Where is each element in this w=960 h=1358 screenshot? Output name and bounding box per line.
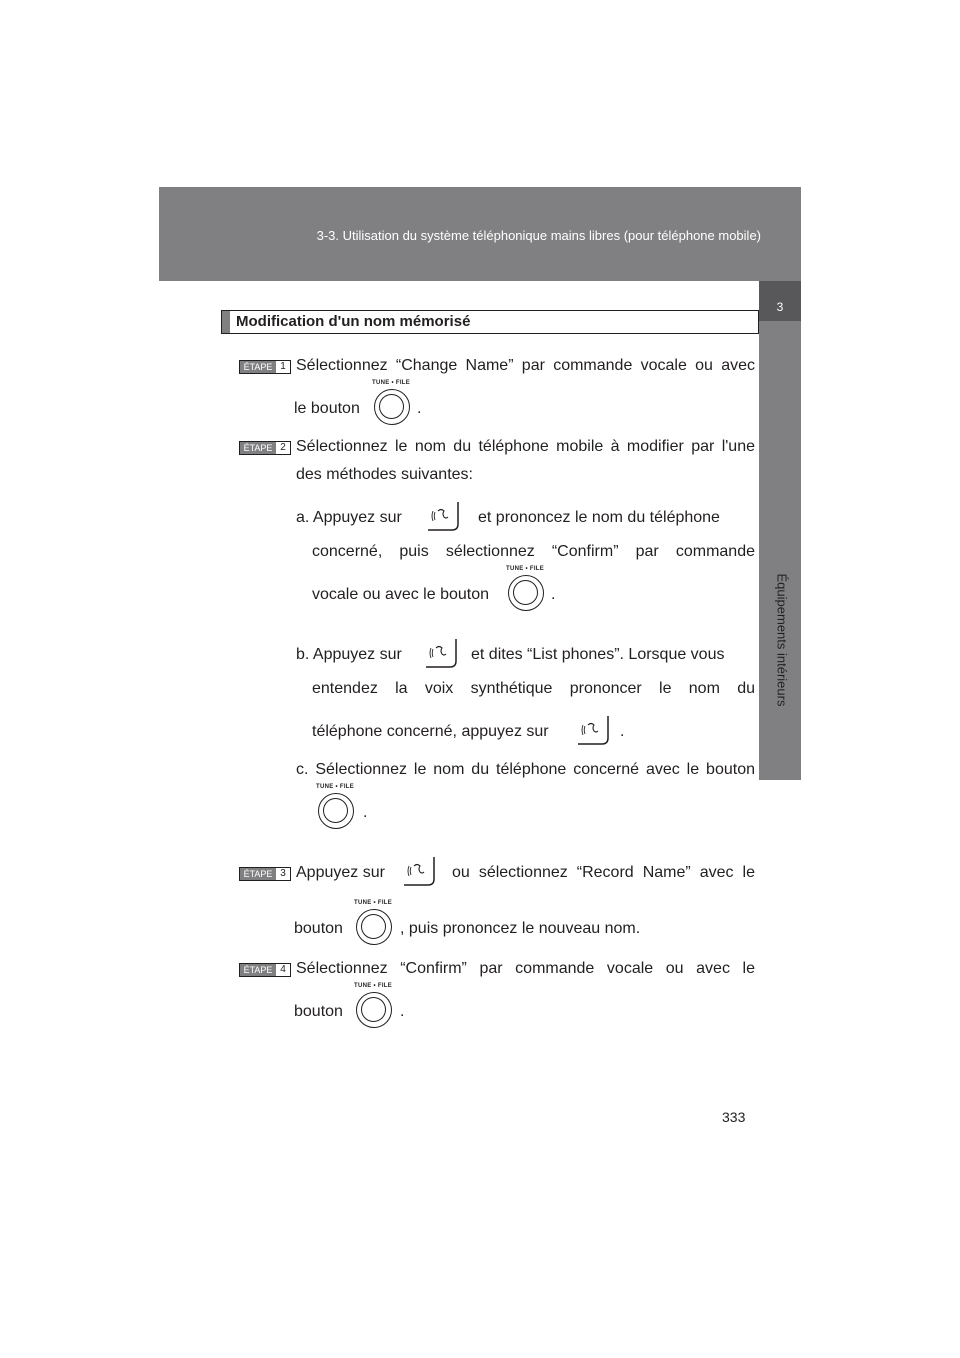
header-title: 3-3. Utilisation du système téléphonique mains libres (pour téléphone mobile) (316, 228, 761, 243)
option-a-line-1a: a. Appuyez sur (296, 509, 402, 526)
page-number: 333 (722, 1109, 746, 1125)
knob-label: TUNE • FILE (372, 380, 411, 386)
option-a-line-2: concerné, puis sélectionnez “Confirm” par commande (312, 543, 755, 560)
talk-switch-icon (400, 855, 438, 889)
option-b-line-1b: et dites “List phones”. Lorsque vous (471, 646, 725, 663)
step-2-line-2: des méthodes suivantes: (296, 466, 473, 483)
knob-label: TUNE • FILE (506, 566, 545, 572)
step-3-line-2b: , puis prononcez le nouveau nom. (400, 920, 641, 937)
step-word: ÉTAPE (243, 869, 273, 879)
side-tab-label: Équipements intérieurs (774, 573, 790, 707)
knob-label: TUNE • FILE (316, 784, 355, 790)
step-badge-1 (239, 360, 291, 374)
knob-label: TUNE • FILE (354, 983, 393, 989)
section-heading (221, 310, 759, 334)
option-a-line-3b: . (551, 586, 556, 603)
step-number: 1 (276, 361, 290, 373)
talk-switch-icon (422, 637, 460, 671)
step-number: 3 (276, 868, 290, 880)
step-number: 2 (276, 442, 290, 454)
chapter-number: 3 (776, 300, 784, 314)
tune-file-knob-icon (350, 985, 394, 1029)
step-1-line-1: Sélectionnez “Change Name” par commande vocale ou avec (296, 357, 755, 374)
step-3-line-2a: bouton (294, 920, 343, 937)
option-a-line-1b: et prononcez le nom du téléphone (478, 509, 720, 526)
tune-file-knob-icon (502, 568, 546, 612)
step-badge-3 (239, 867, 291, 881)
step-4-line-2b: . (400, 1003, 405, 1020)
option-b-line-1a: b. Appuyez sur (296, 646, 402, 663)
step-word: ÉTAPE (243, 443, 273, 453)
section-title: Modification d'un nom mémorisé (236, 313, 471, 330)
option-c-line-1: c. Sélectionnez le nom du téléphone concerné avec le bouton (296, 761, 755, 778)
tune-file-knob-icon (312, 786, 356, 830)
talk-switch-icon (424, 500, 462, 534)
step-badge-4 (239, 963, 291, 977)
step-3-line-1a: Appuyez sur (296, 864, 385, 881)
option-b-line-3b: . (620, 723, 625, 740)
tune-file-knob-icon (350, 902, 394, 946)
talk-switch-icon (574, 714, 612, 748)
option-c-line-2: . (363, 804, 368, 821)
tune-file-knob-icon (368, 382, 412, 426)
step-2-line-1: Sélectionnez le nom du téléphone mobile à modifier par l'une (296, 438, 755, 455)
option-a-line-3a: vocale ou avec le bouton (312, 586, 490, 603)
step-4-line-2a: bouton (294, 1003, 343, 1020)
knob-label: TUNE • FILE (354, 900, 393, 906)
step-1-line-2b: . (417, 400, 422, 417)
option-b-line-3a: téléphone concerné, appuyez sur (312, 723, 549, 740)
step-3-line-1b: ou sélectionnez “Record Name” avec le (452, 864, 755, 881)
step-word: ÉTAPE (243, 965, 273, 975)
step-number: 4 (276, 964, 290, 976)
option-b-line-2: entendez la voix synthétique prononcer le nom du (312, 680, 755, 697)
step-badge-2 (239, 441, 291, 455)
step-4-line-1: Sélectionnez “Confirm” par commande vocale ou avec le (296, 960, 755, 977)
chapter-header (159, 187, 801, 281)
step-1-line-2a: le bouton (294, 400, 360, 417)
step-word: ÉTAPE (243, 362, 273, 372)
